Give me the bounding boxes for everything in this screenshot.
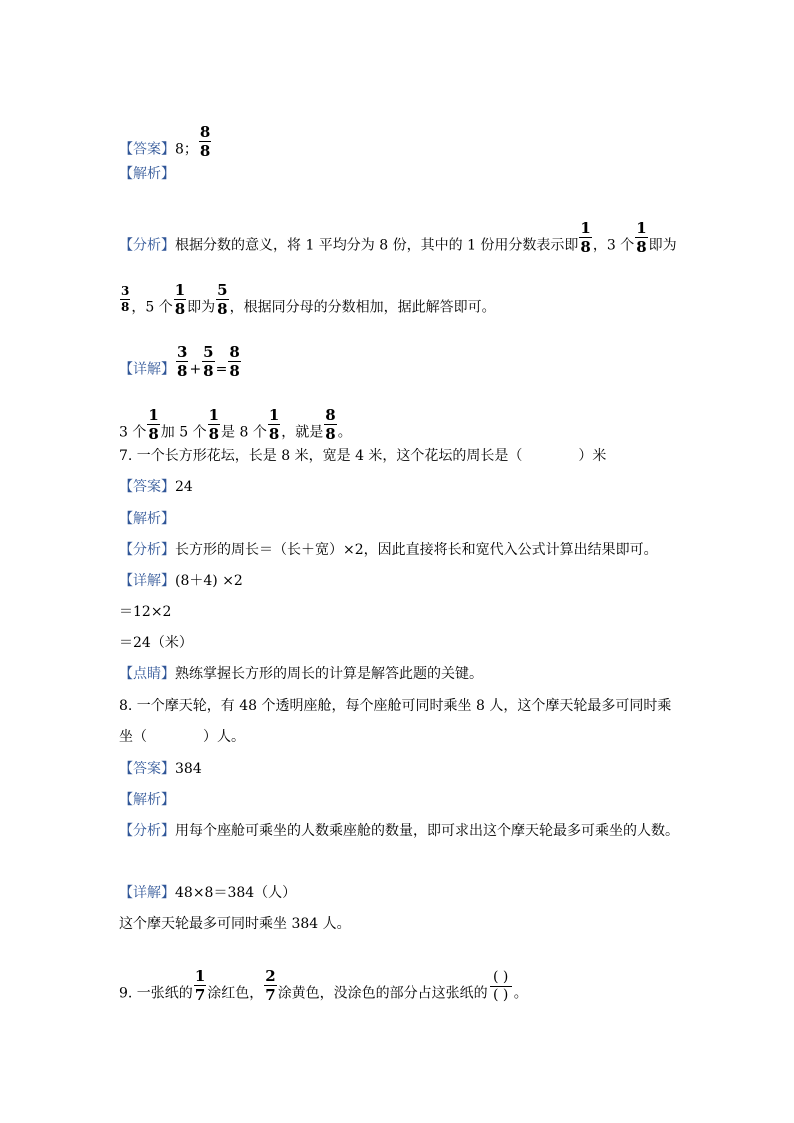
fenxi-text: 长方形的周长＝（长＋宽）×2，因此直接将长和宽代入公式计算出结果即可。 (175, 542, 658, 558)
sentence-text: ，就是 (281, 424, 324, 441)
fraction: $\frac{1}{8}$ (208, 406, 220, 443)
answer-value: 384 (175, 761, 202, 777)
fraction: $\frac{1}{8}$ (580, 219, 591, 256)
fenxi-text: 根据分数的意义，将 1 平均分为 8 份，其中的 1 份用分数表示即 (175, 237, 579, 254)
q7-question: 7. 一个长方形花坛，长是 8 米，宽是 4 米，这个花坛的周长是（ ）米 (119, 448, 607, 464)
answer-tag: 【答案】 (119, 479, 175, 495)
q8-conclusion: 这个摩天轮最多可同时乘坐 384 人。 (119, 916, 351, 932)
q6-answer-line (119, 123, 212, 166)
fraction: $\frac{1}{8}$ (174, 281, 186, 318)
fenxi-text: 用每个座舱可乘坐的人数乘座舱的数量，即可求出这个摩天轮最多可乘坐的人数。 (175, 823, 679, 839)
jiexi-tag: 【解析】 (119, 511, 175, 527)
answer-tag: 【答案】 (119, 141, 175, 158)
q7-answer-line (119, 479, 193, 495)
q8-answer-line (119, 761, 202, 777)
xiangjie-tag: 【详解】 (119, 885, 175, 901)
xiangjie-tag: 【详解】 (119, 361, 175, 378)
question-text: 涂红色， (207, 985, 264, 1002)
jiexi-tag: 【解析】 (119, 166, 175, 182)
fraction: $\frac{8}{8}$ (325, 406, 336, 443)
xiangjie-tag: 【详解】 (119, 573, 175, 589)
sentence-text: 是 8 个 (221, 424, 267, 441)
answer-value: 24 (175, 479, 193, 495)
fenxi-text: ，根据同分母的分数相加，据此解答即可。 (229, 299, 496, 316)
q8-question-line-1: 8. 一个摩天轮，有 48 个透明座舱，每个座舱可同时乘坐 8 人，这个摩天轮最多可同时乘 (119, 698, 672, 714)
fraction: $\frac{5}{8}$ (217, 281, 228, 318)
question-text: 涂黄色，没涂色的部分占这张纸的 (277, 985, 488, 1002)
fraction: $\frac{8}{8}$ (229, 343, 240, 380)
sentence-text: 加 5 个 (160, 424, 207, 441)
q7-step-3: ＝24（米） (119, 635, 193, 651)
dianjing-tag: 【点睛】 (119, 666, 175, 682)
blank-numerator: ( ) (493, 969, 509, 985)
q6-jiexi-line (119, 166, 175, 182)
q9-question-line (119, 967, 528, 1010)
q7-jiexi-line (119, 511, 175, 527)
fenxi-text: ，3 个 (592, 237, 635, 254)
fraction: $\frac{3}{8}$ (177, 343, 188, 380)
q6-sentence-line (119, 406, 352, 449)
jiexi-tag: 【解析】 (119, 792, 175, 808)
fraction: $\frac{8}{8}$ (199, 123, 211, 160)
fraction: $\frac{1}{8}$ (636, 219, 647, 256)
fenxi-text: 即为 (648, 237, 677, 254)
fenxi-text: 即为 (187, 299, 216, 316)
xiangjie-text: 48×8＝384（人） (175, 885, 297, 901)
q6-fenxi-line-1 (119, 219, 677, 262)
fraction: $\frac{3}{8}$ (121, 284, 130, 314)
blank-denominator: ( ) (493, 987, 509, 1003)
dianjing-text: 熟练掌握长方形的周长的计算是解答此题的关键。 (175, 666, 483, 682)
fenxi-tag: 【分析】 (119, 823, 175, 839)
fenxi-text: ，5 个 (131, 299, 173, 316)
fraction: $\frac{5}{8}$ (203, 343, 214, 380)
blank-fraction (490, 970, 512, 1003)
q8-xiangjie-line (119, 885, 296, 901)
q7-xiangjie-line (119, 573, 243, 589)
fraction: $\frac{1}{7}$ (194, 967, 206, 1004)
step-1: (8＋4) ×2 (175, 573, 243, 589)
q7-dianjing-line (119, 666, 483, 682)
fraction: $\frac{1}{8}$ (148, 406, 159, 443)
q7-fenxi-line (119, 542, 658, 558)
answer-text: 8； (175, 141, 198, 158)
question-text: 9. 一张纸的 (119, 985, 193, 1002)
q6-xiangjie-line (119, 343, 242, 386)
q7-step-2: ＝12×2 (119, 604, 172, 620)
fenxi-tag: 【分析】 (119, 237, 175, 254)
question-text: 。 (513, 985, 528, 1002)
sentence-text: 。 (337, 424, 352, 441)
plus-sign: + (189, 361, 202, 378)
q8-question-line-2: 坐（ ）人。 (119, 729, 245, 745)
fraction: $\frac{1}{8}$ (268, 406, 280, 443)
q6-fenxi-line-2 (119, 281, 496, 324)
q8-fenxi-line (119, 823, 679, 839)
sentence-text: 3 个 (119, 424, 147, 441)
q8-jiexi-line (119, 792, 175, 808)
equals-sign: = (215, 361, 228, 378)
fraction: $\frac{2}{7}$ (265, 967, 276, 1004)
answer-tag: 【答案】 (119, 761, 175, 777)
fenxi-tag: 【分析】 (119, 542, 175, 558)
